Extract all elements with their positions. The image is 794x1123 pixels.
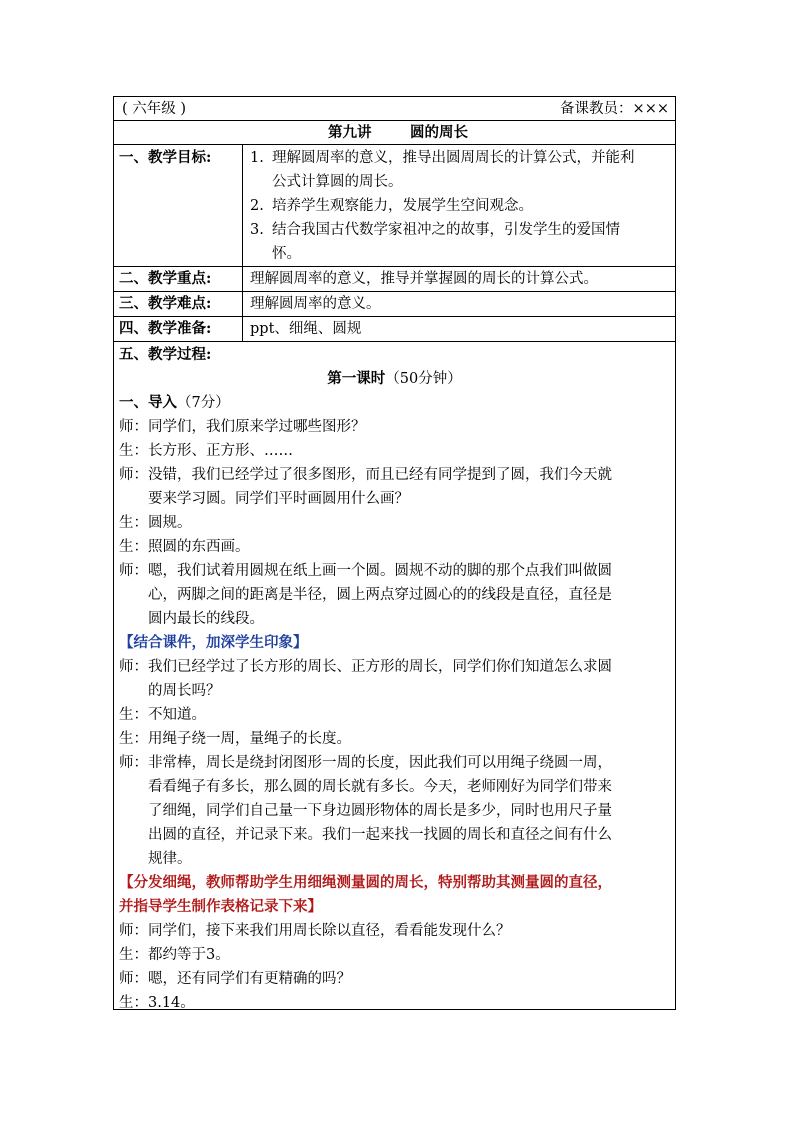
teaching-note: 并指导学生制作表格记录下来】 [119, 898, 322, 915]
column-divider [242, 292, 243, 316]
teaching-note: 【分发细绳，教师帮助学生用细绳测量圆的周长，特别帮助其测量圆的直径， [119, 874, 612, 891]
column-divider [242, 317, 243, 341]
dialogue-line: 看看绳子有多长，那么圆的周长就有多长。今天，老师刚好为同学们带来 [119, 779, 612, 795]
key-points-label: 二、教学重点: [119, 270, 212, 287]
intro-label: 一、导入 [119, 394, 177, 411]
dialogue-line: 的周长吗？ [119, 683, 221, 699]
difficulty-row [114, 292, 675, 317]
session-heading [114, 368, 675, 390]
goal-1-line2: 公式计算圆的周长。 [272, 174, 403, 190]
process-section [114, 342, 675, 1009]
goals-row [114, 145, 675, 267]
grade-label: ( 六年级 ) [122, 101, 187, 117]
intro-heading [119, 392, 230, 414]
dialogue-line: 师：同学们，接下来我们用周长除以直径，看看能发现什么？ [119, 923, 511, 939]
dialogue-line: 生：3.14。 [119, 995, 195, 1011]
lecture-number: 第九讲 [328, 124, 372, 141]
difficulty-label: 三、教学难点: [119, 295, 212, 312]
key-points-value: 理解圆周率的意义，推导并掌握圆的周长的计算公式。 [250, 271, 598, 287]
goal-3-line1: 结合我国古代数学家祖冲之的故事，引发学生的爱国情 [272, 222, 620, 238]
dialogue-line: 生：照圆的东西画。 [119, 539, 250, 555]
dialogue-line: 生：圆规。 [119, 515, 192, 531]
key-points-row [114, 267, 675, 292]
session-time: （50分钟） [385, 371, 462, 387]
difficulty-value: 理解圆周率的意义。 [250, 296, 381, 312]
goal-2-line1: 培养学生观察能力，发展学生空间观念。 [272, 198, 533, 214]
header-row [114, 97, 675, 121]
goal-2-num: 2. [250, 198, 264, 214]
dialogue-line: 师：同学们，我们原来学过哪些图形？ [119, 419, 366, 435]
dialogue-line: 心，两脚之间的距离是半径，圆上两点穿过圆心的的线段是直径，直径是 [119, 587, 612, 603]
dialogue-line: 生：都约等于3。 [119, 947, 230, 963]
dialogue-line: 生：不知道。 [119, 707, 206, 723]
goal-1-num: 1. [250, 150, 264, 166]
column-divider [242, 267, 243, 291]
process-label: 五、教学过程: [119, 346, 212, 363]
column-divider [242, 145, 243, 266]
dialogue-line: 规律。 [119, 851, 192, 867]
dialogue-line: 生：用绳子绕一周，量绳子的长度。 [119, 731, 351, 747]
dialogue-line: 圆内最长的线段。 [119, 611, 264, 627]
session-title: 第一课时 [327, 370, 386, 387]
dialogue-line: 了细绳，同学们自己量一下身边圆形物体的周长是多少，同时也用尺子量 [119, 803, 612, 819]
goals-label: 一、教学目标: [119, 149, 212, 166]
preparation-value: ppt、细绳、圆规 [250, 321, 362, 337]
dialogue-line: 师：非常棒，周长是绕封闭图形一周的长度，因此我们可以用绳子绕圆一周， [119, 755, 612, 771]
dialogue-line: 师：嗯，我们试着用圆规在纸上画一个圆。圆规不动的脚的那个点我们叫做圆 [119, 563, 612, 579]
dialogue-line: 师：嗯，还有同学们有更精确的吗？ [119, 971, 351, 987]
lecture-topic: 圆的周长 [410, 124, 468, 141]
dialogue-line: 生：长方形、正方形、…… [119, 443, 293, 459]
goal-3-line2: 怀。 [272, 246, 301, 262]
goal-1-line1: 理解圆周率的意义，推导出圆周周长的计算公式，并能利 [272, 150, 635, 166]
lesson-plan-table [113, 96, 676, 1010]
dialogue-line: 师：没错，我们已经学过了很多图形，而且已经有同学提到了圆，我们今天就 [119, 467, 612, 483]
title-row [114, 121, 675, 145]
preparation-row [114, 317, 675, 342]
teaching-note: 【结合课件，加深学生印象】 [119, 634, 308, 651]
dialogue-line: 师：我们已经学过了长方形的周长、正方形的周长，同学们你们知道怎么求圆 [119, 659, 612, 675]
preparation-label: 四、教学准备: [119, 320, 212, 337]
intro-time: （7分） [177, 395, 230, 411]
teacher-label: 备课教员：××× [560, 101, 669, 117]
dialogue-line: 要来学习圆。同学们平时画圆用什么画？ [119, 491, 409, 507]
dialogue-line: 出圆的直径，并记录下来。我们一起来找一找圆的周长和直径之间有什么 [119, 827, 612, 843]
goal-3-num: 3. [250, 222, 264, 238]
